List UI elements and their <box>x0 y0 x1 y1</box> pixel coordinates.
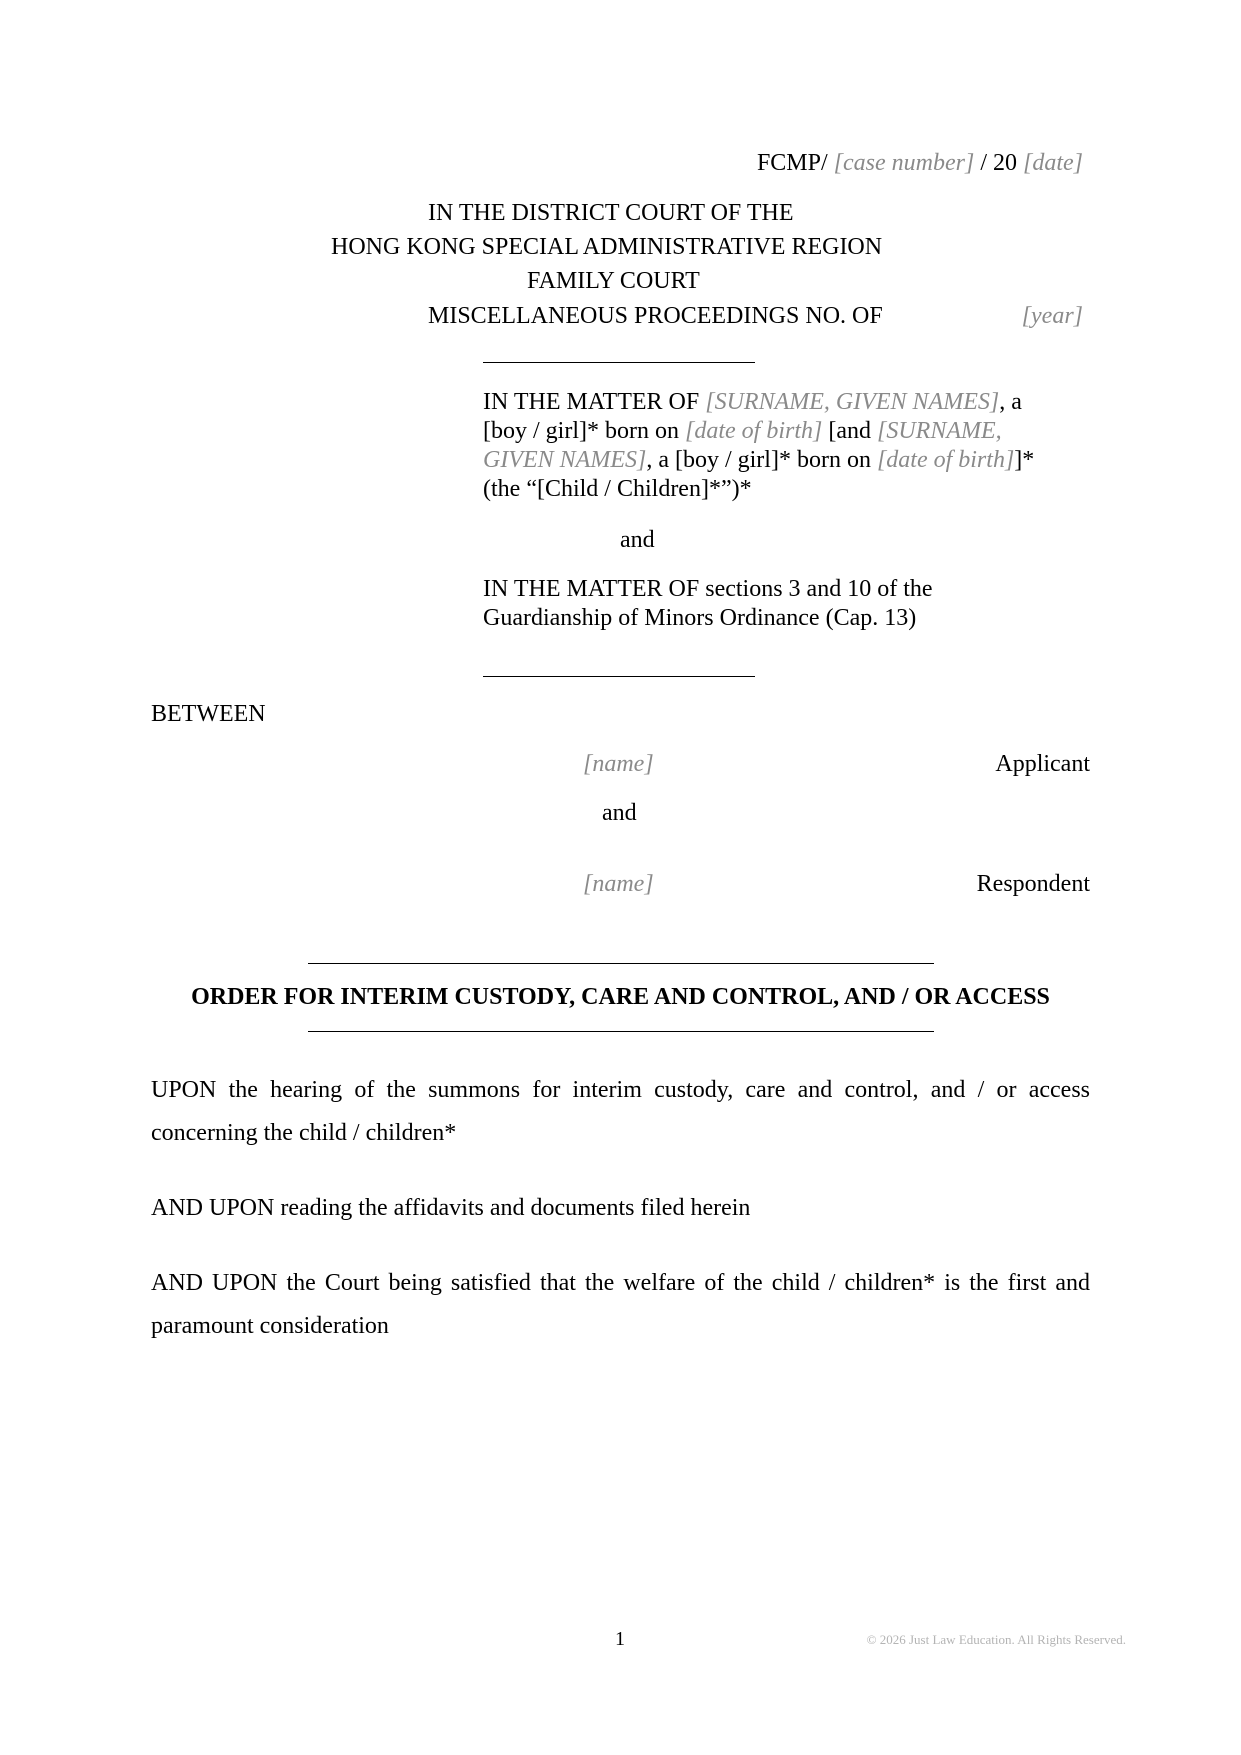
parties-and-connector: and <box>602 800 637 826</box>
case-prefix: FCMP/ <box>756 150 828 176</box>
matter-text-3: , a [boy / girl]* born on <box>646 447 877 473</box>
court-line-2: HONG KONG SPECIAL ADMINISTRATIVE REGION <box>331 234 883 260</box>
child2-name-placeholder: [SURNAME, GIVEN NAMES] <box>483 418 1002 473</box>
matter-text-1: , a [boy / girl]* born on <box>483 389 1022 444</box>
matter-text-4: ]* (the “[Child / Children]*”)* <box>483 447 1035 502</box>
court-line-3: FAMILY COURT <box>527 268 700 294</box>
court-line-4: MISCELLANEOUS PROCEEDINGS NO. OF <box>428 303 883 329</box>
page-number: 1 <box>615 1628 625 1650</box>
matter-intro: IN THE MATTER OF <box>483 389 706 415</box>
title-rule-top <box>308 963 934 964</box>
applicant-name-placeholder: [name] <box>583 751 654 777</box>
recital-affidavits: AND UPON reading the affidavits and documents filed herein <box>151 1195 751 1221</box>
copyright-notice: © 2026 Just Law Education. All Rights Reserved. <box>866 1632 1126 1647</box>
child-dob-placeholder: [date of birth] <box>684 418 823 444</box>
title-rule-bottom <box>308 1031 934 1032</box>
case-number-placeholder: [case number] <box>833 150 975 176</box>
matter-children-block <box>483 388 1063 504</box>
court-line-1: IN THE DISTRICT COURT OF THE <box>428 200 794 226</box>
child2-dob-placeholder: [date of birth] <box>876 447 1015 473</box>
case-date-placeholder: [date] <box>1023 150 1083 176</box>
recital-hearing: UPON the hearing of the summons for interim custody, care and control, and / or access concerning the child / children* <box>151 1077 1090 1146</box>
proceedings-year-placeholder: [year] <box>1021 303 1083 329</box>
respondent-name-placeholder: [name] <box>583 871 654 897</box>
matter-text-2: [and <box>822 418 877 444</box>
respondent-label: Respondent <box>976 871 1090 897</box>
divider-rule-1 <box>483 362 755 363</box>
case-year-sep: / 20 <box>980 150 1017 176</box>
recital-welfare: AND UPON the Court being satisfied that the welfare of the child / children* is the first and paramount consideration <box>151 1270 1090 1339</box>
between-label: BETWEEN <box>151 701 266 727</box>
applicant-label: Applicant <box>995 751 1090 777</box>
and-connector: and <box>620 527 655 553</box>
child-name-placeholder: [SURNAME, GIVEN NAMES] <box>705 389 1000 415</box>
matter-ordinance-block: IN THE MATTER OF sections 3 and 10 of the Guardianship of Minors Ordinance (Cap. 13) <box>483 576 933 631</box>
case-reference <box>757 149 1083 178</box>
divider-rule-2 <box>483 676 755 677</box>
order-title: ORDER FOR INTERIM CUSTODY, CARE AND CONTROL, AND / OR ACCESS <box>191 984 1050 1010</box>
